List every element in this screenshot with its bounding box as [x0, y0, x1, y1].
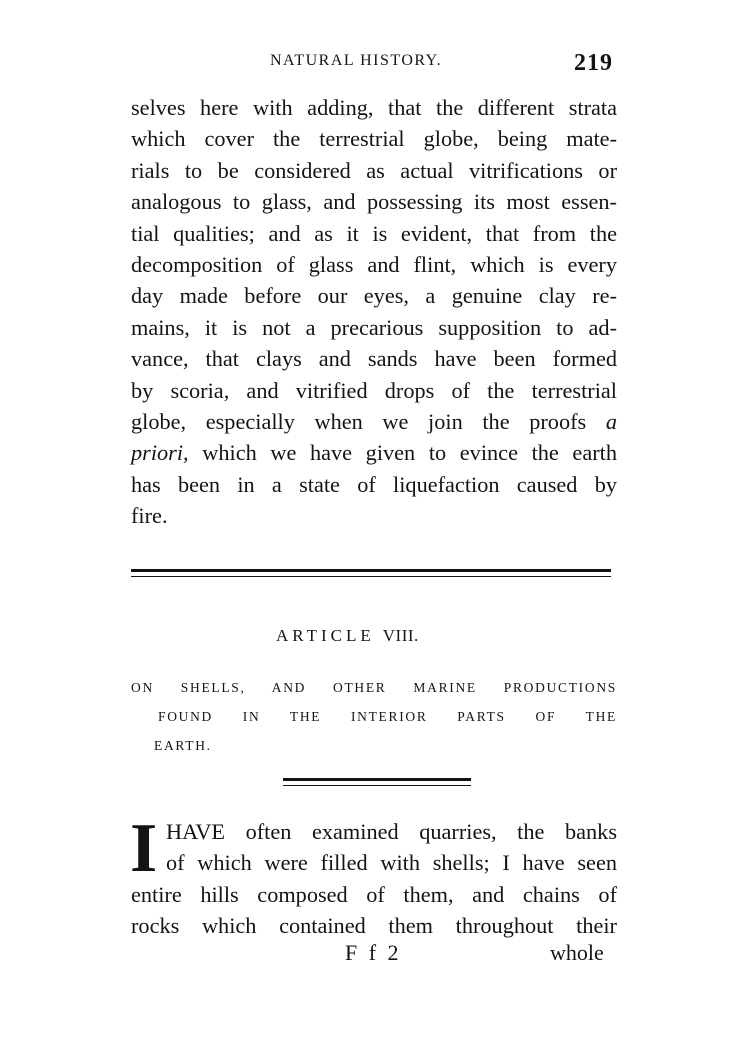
second-paragraph-start [166, 816, 617, 879]
running-head: NATURAL HISTORY. [270, 52, 443, 69]
italic-word: priori, [131, 440, 189, 466]
text-fragment: which we have given to evince the earth [202, 440, 617, 466]
text-line: vance, that clays and sands have been formed [131, 346, 617, 372]
second-paragraph-cont [131, 879, 617, 942]
text-line [131, 406, 617, 437]
signature-mark: F f 2 [345, 940, 402, 965]
catchword: whole [550, 940, 604, 965]
subtitle-line: ON SHELLS, AND OTHER MARINE PRODUCTIONS [131, 680, 617, 695]
short-rule-thick [283, 778, 471, 781]
subtitle-line: EARTH. [154, 738, 212, 753]
page-footer [0, 940, 750, 970]
text-line: has been in a state of liquefaction caused by [131, 471, 617, 497]
short-rule-thin [283, 785, 471, 786]
text-fragment: globe, especially when we join the proofs [131, 408, 587, 434]
text-line: rials to be considered as actual vitrifications or [131, 157, 617, 183]
text-line: selves here with adding, that the different strata [131, 95, 617, 120]
divider-rule-thick [131, 569, 611, 572]
italic-word: a [605, 408, 617, 434]
text-line: rocks which contained them throughout their [131, 913, 617, 939]
text-line: decomposition of glass and flint, which is every [131, 251, 617, 277]
text-line: of which were filled with shells; I have seen [166, 850, 617, 876]
text-line: entire hills composed of them, and chains of [131, 881, 617, 907]
page-number: 219 [574, 50, 613, 76]
article-label: ARTICLE [276, 626, 375, 645]
text-line: HAVE often examined quarries, the banks [166, 819, 617, 844]
text-line: day made before our eyes, a genuine clay re- [131, 283, 617, 309]
text-line: which cover the terrestrial globe, being mate- [131, 126, 617, 152]
drop-cap: I [130, 810, 158, 887]
first-paragraph [131, 92, 617, 531]
text-line: analogous to glass, and possessing its most essen- [131, 189, 617, 215]
divider-rule-thin [131, 576, 611, 577]
text-line: by scoria, and vitrified drops of the terrestrial [131, 377, 617, 403]
subtitle-line: FOUND IN THE INTERIOR PARTS OF THE [158, 709, 617, 724]
article-number: VIII. [382, 626, 419, 645]
text-line: fire. [131, 503, 168, 529]
article-heading [276, 626, 419, 646]
text-line: mains, it is not a precarious supposition to ad- [131, 314, 617, 340]
text-line: tial qualities; and as it is evident, that from the [131, 220, 617, 246]
text-line [131, 437, 617, 468]
